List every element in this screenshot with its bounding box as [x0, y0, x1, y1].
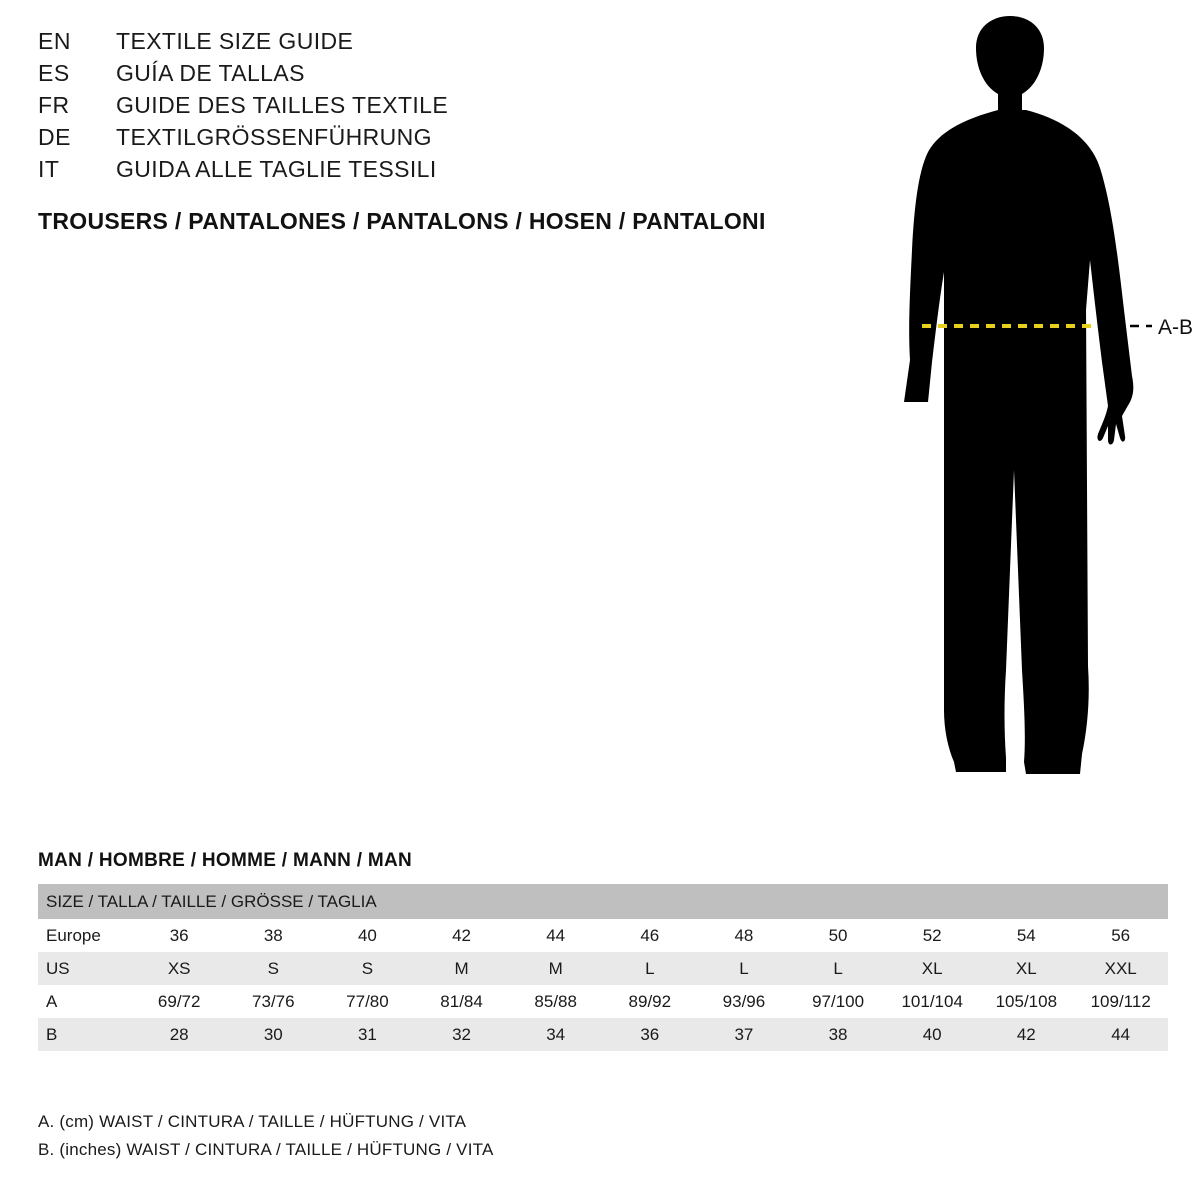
cell: 101/104: [885, 985, 979, 1018]
cell: M: [415, 952, 509, 985]
cell: M: [509, 952, 603, 985]
man-silhouette-figure: [800, 10, 1200, 810]
cell: 46: [603, 919, 697, 952]
cell: S: [320, 952, 414, 985]
cell: S: [226, 952, 320, 985]
cell: 54: [979, 919, 1073, 952]
cell: XS: [132, 952, 226, 985]
table-row: [38, 985, 1168, 1018]
footnote-a: A. (cm) WAIST / CINTURA / TAILLE / HÜFTUNG / VITA: [38, 1112, 467, 1131]
footnotes: [38, 1108, 938, 1163]
lang-text-de: TEXTILGRÖSSENFÜHRUNG: [116, 124, 432, 150]
row-label-us: US: [38, 952, 132, 985]
lang-code-it: IT: [38, 156, 60, 182]
title-row-en: [38, 28, 798, 60]
cell: 38: [226, 919, 320, 952]
lang-text-it: GUIDA ALLE TAGLIE TESSILI: [116, 156, 437, 182]
title-row-fr: [38, 92, 798, 124]
lang-text-fr: GUIDE DES TAILLES TEXTILE: [116, 92, 449, 118]
cell: 31: [320, 1018, 414, 1051]
title-block: [38, 28, 798, 235]
table-header-label: SIZE / TALLA / TAILLE / GRÖSSE / TAGLIA: [38, 884, 1168, 919]
cell: XXL: [1073, 952, 1168, 985]
table-row: [38, 952, 1168, 985]
cell: XL: [979, 952, 1073, 985]
cell: 34: [509, 1018, 603, 1051]
cell: 89/92: [603, 985, 697, 1018]
row-label-b: B: [38, 1018, 132, 1051]
cell: 93/96: [697, 985, 791, 1018]
table-header-row: [38, 884, 1168, 919]
cell: 85/88: [509, 985, 603, 1018]
size-table: [38, 884, 1168, 1051]
cell: 77/80: [320, 985, 414, 1018]
cell: L: [603, 952, 697, 985]
title-row-it: [38, 156, 798, 188]
cell: 48: [697, 919, 791, 952]
cell: 44: [1073, 1018, 1168, 1051]
garment-type-label: TROUSERS / PANTALONES / PANTALONS / HOSEN / PANTALONI: [38, 208, 766, 234]
lang-text-es: GUÍA DE TALLAS: [116, 60, 305, 86]
cell: 73/76: [226, 985, 320, 1018]
table-row: [38, 919, 1168, 952]
cell: L: [791, 952, 885, 985]
cell: 52: [885, 919, 979, 952]
cell: 38: [791, 1018, 885, 1051]
cell: 42: [415, 919, 509, 952]
lang-code-es: ES: [38, 60, 70, 86]
lang-code-de: DE: [38, 124, 71, 150]
size-table-section: [38, 850, 1168, 1051]
cell: 37: [697, 1018, 791, 1051]
lang-code-en: EN: [38, 28, 71, 54]
cell: 44: [509, 919, 603, 952]
lang-code-fr: FR: [38, 92, 70, 118]
table-row: [38, 1018, 1168, 1051]
footnote-b: B. (inches) WAIST / CINTURA / TAILLE / HÜFTUNG / VITA: [38, 1139, 494, 1159]
cell: 56: [1073, 919, 1168, 952]
cell: 40: [320, 919, 414, 952]
cell: L: [697, 952, 791, 985]
cell: 105/108: [979, 985, 1073, 1018]
cell: 69/72: [132, 985, 226, 1018]
row-label-a: A: [38, 985, 132, 1018]
cell: 40: [885, 1018, 979, 1051]
cell: 36: [132, 919, 226, 952]
cell: 42: [979, 1018, 1073, 1051]
cell: 50: [791, 919, 885, 952]
cell: 109/112: [1073, 985, 1168, 1018]
title-row-es: [38, 60, 798, 92]
gender-label: MAN / HOMBRE / HOMME / MANN / MAN: [38, 850, 413, 871]
cell: XL: [885, 952, 979, 985]
cell: 28: [132, 1018, 226, 1051]
cell: 81/84: [415, 985, 509, 1018]
cell: 32: [415, 1018, 509, 1051]
cell: 30: [226, 1018, 320, 1051]
row-label-europe: Europe: [38, 919, 132, 952]
title-row-de: [38, 124, 798, 156]
cell: 36: [603, 1018, 697, 1051]
cell: 97/100: [791, 985, 885, 1018]
lang-text-en: TEXTILE SIZE GUIDE: [116, 28, 354, 54]
silhouette-icon: [904, 16, 1133, 774]
measure-label-ab: A-B: [1158, 316, 1194, 339]
